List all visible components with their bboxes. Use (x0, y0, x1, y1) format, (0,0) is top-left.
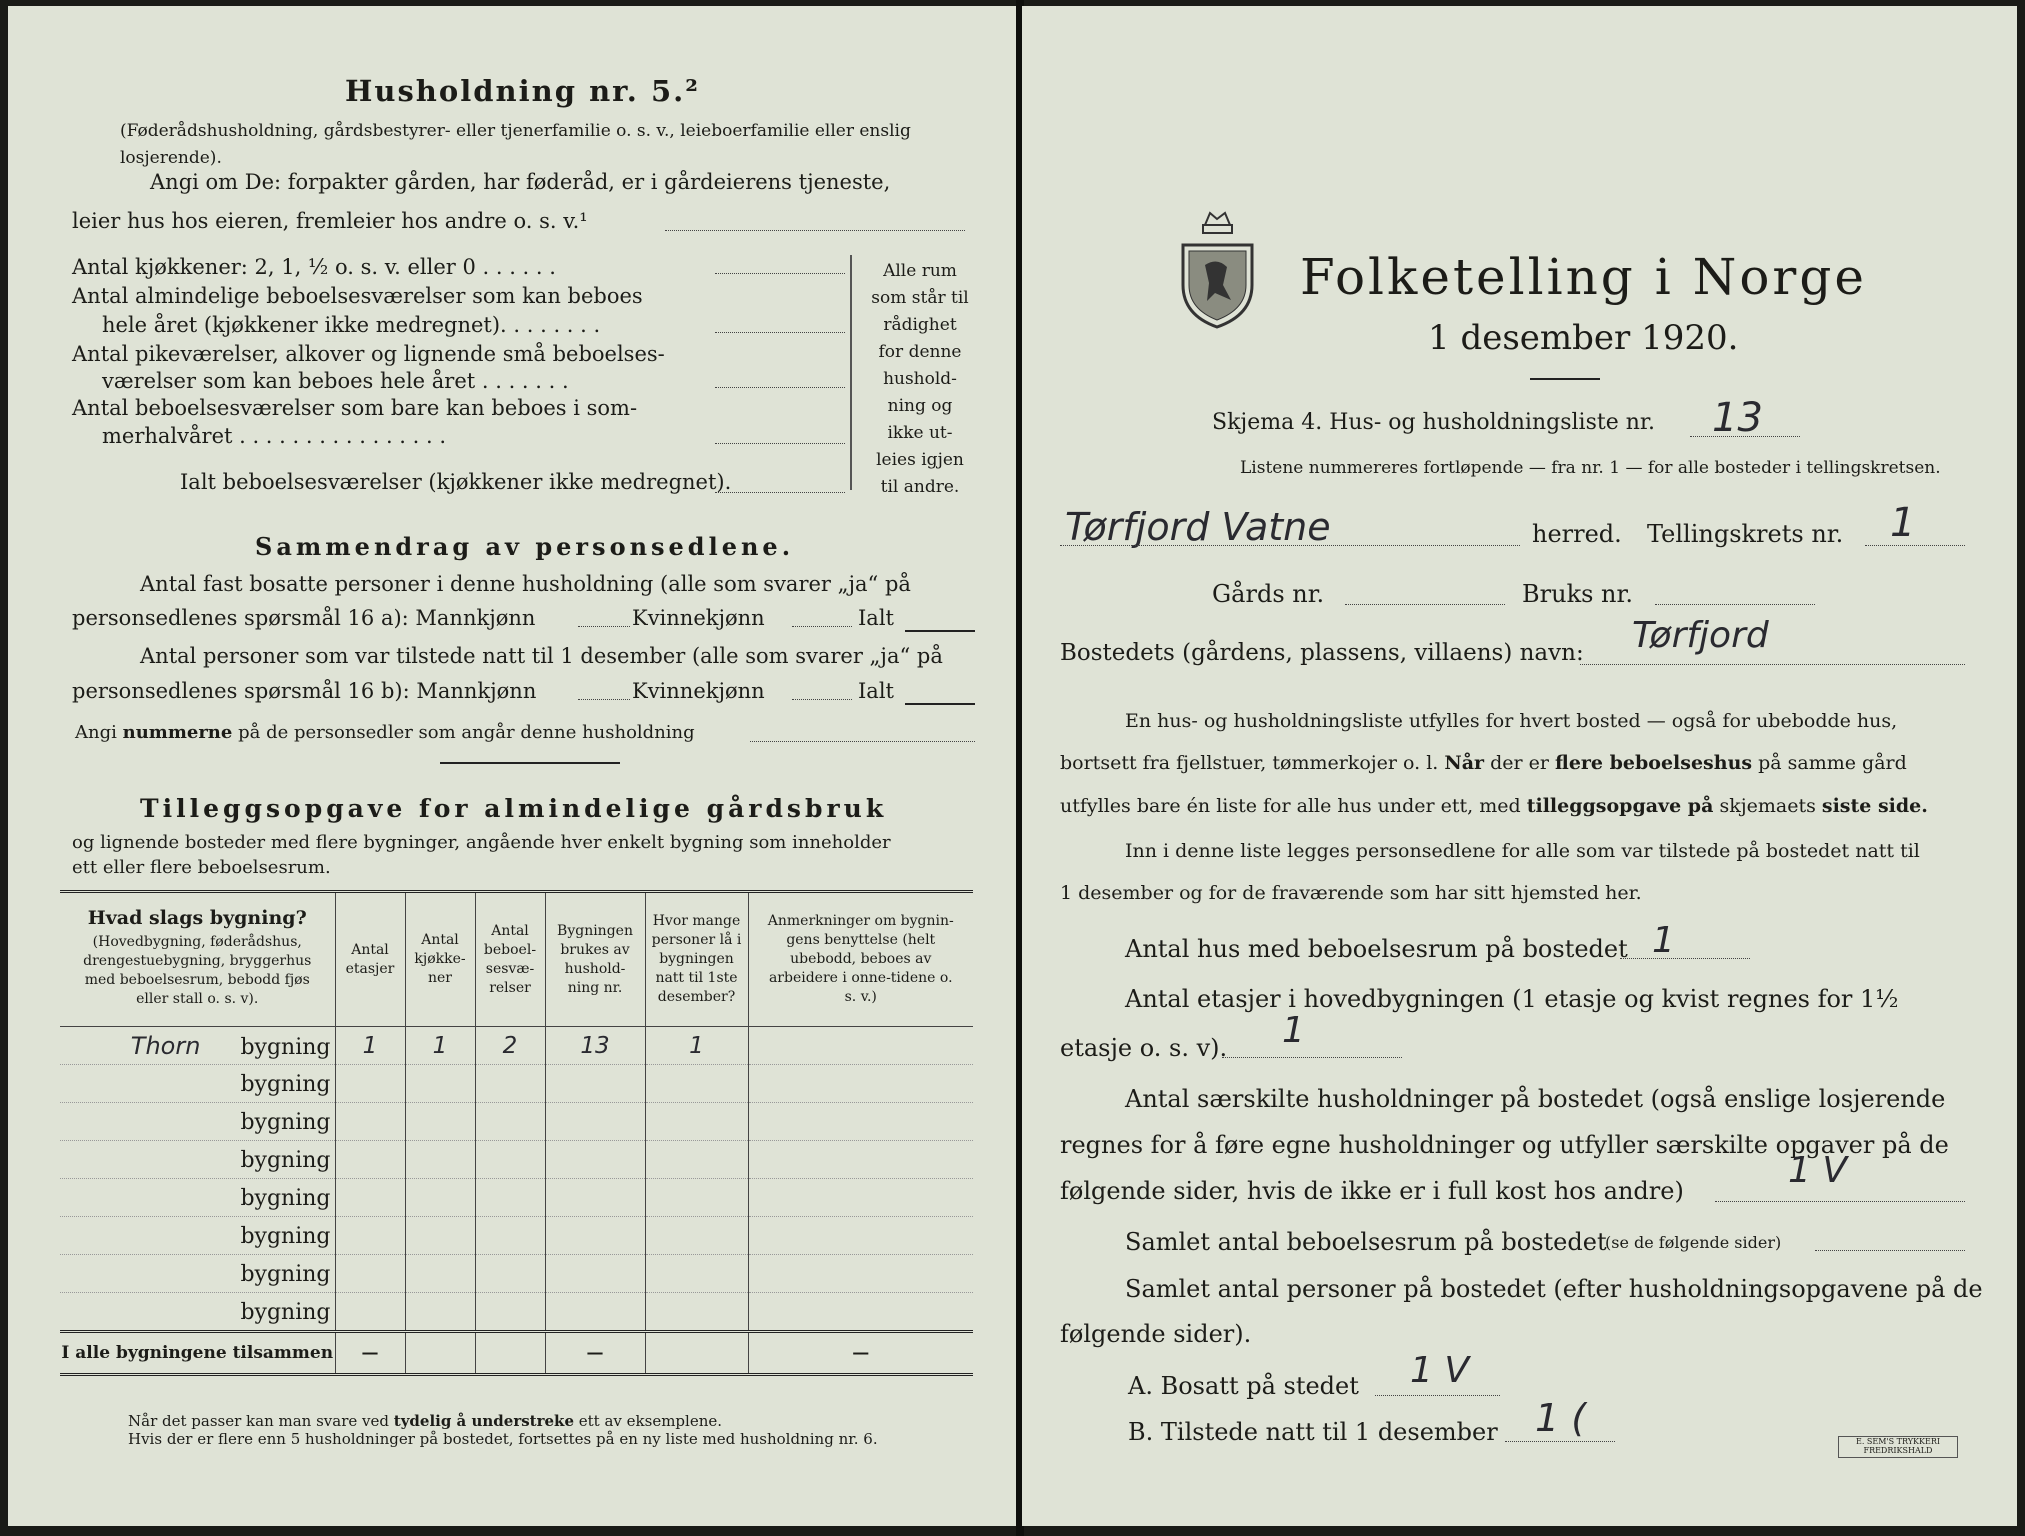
alm-line-2: hele året (kjøkkener ikke medregnet). . . . . . . . (102, 313, 601, 337)
cell (405, 1141, 475, 1179)
cell (405, 1179, 475, 1217)
brace-note-line: ikke ut- (887, 423, 953, 443)
angi-line-1: Angi om De: forpakter gården, har føderåd, er i gårdeierens tjeneste, (150, 170, 891, 194)
cell-husholdning: 13 (545, 1027, 645, 1065)
tellingskrets-number: 1 (1890, 500, 1916, 546)
total-cell: — (335, 1332, 405, 1375)
cell-type (60, 1027, 335, 1065)
footnote-2: Hvis der er flere enn 5 husholdninger på bostedet, fortsettes på en ny liste med husholdning nr. 6. (128, 1430, 878, 1448)
cell (748, 1141, 973, 1179)
cell (335, 1065, 405, 1103)
cell (748, 1179, 973, 1217)
ialt-rooms-fill (715, 492, 845, 493)
info-2-bold-2: flere beboelseshus (1555, 752, 1753, 774)
cell-suffix: bygning (240, 1109, 331, 1135)
sarskilte-fill (1715, 1201, 1965, 1202)
cell-suffix: bygning (240, 1034, 331, 1060)
col-header-kjokkener: Antal kjøkke-ner (405, 892, 475, 1027)
footnote-1 (128, 1412, 722, 1430)
cell (545, 1103, 645, 1141)
col-header-vaerelser: Antal beboel-sesvæ-relser (475, 892, 545, 1027)
cell (335, 1103, 405, 1141)
bosted-label: Bostedets (gårdens, plassens, villaens) navn: (1060, 640, 1584, 666)
nummerne-bold: nummerne (122, 722, 233, 743)
cell-suffix: bygning (240, 1299, 331, 1325)
table-row (60, 1179, 973, 1217)
info-line-1: En hus- og husholdningsliste utfylles for hvert bosted — også for ubebodde hus, (1125, 710, 1898, 732)
col-header-type-sub: (Hovedbygning, føderådshus, drengestuebygning, bryggerhus med beboelsesrum, bebodd fjøs eller stall o. s. v). (83, 933, 312, 1007)
total-cell: — (545, 1332, 645, 1375)
cell (475, 1293, 545, 1332)
cell-etasjer: 1 (335, 1027, 405, 1065)
cell-type (60, 1179, 335, 1217)
cell-type (60, 1255, 335, 1293)
hus-value: 1 (1652, 920, 1675, 961)
info-2-mid: der er (1490, 752, 1549, 774)
bosted-value: Tørfjord (1632, 615, 1769, 656)
samlet-rum-note: (se de følgende sider) (1605, 1233, 1782, 1252)
fast-ialt-fill (905, 630, 975, 632)
cell-personer: 1 (645, 1027, 748, 1065)
brace-note-line: rådighet (883, 315, 957, 335)
buildings-table (60, 890, 973, 1376)
col-header-anmerkninger: Anmerkninger om bygnin-gens benyttelse (helt ubebodd, beboes av arbeidere i onne-tidene o. s. v.) (767, 913, 954, 1005)
info-2-bold-1: Når (1444, 752, 1485, 774)
cell (645, 1255, 748, 1293)
nummerne-fill (750, 741, 975, 742)
cell (475, 1255, 545, 1293)
table-row (60, 1217, 973, 1255)
info-line-4: Inn i denne liste legges personsedlene for alle som var tilstede på bostedet natt til (1125, 840, 1920, 862)
cell (335, 1255, 405, 1293)
cell-type (60, 1217, 335, 1255)
cell-anmerkninger (748, 1027, 973, 1065)
skjema-label: Skjema 4. Hus- og husholdningsliste nr. (1212, 410, 1655, 435)
cell (335, 1217, 405, 1255)
cell (545, 1179, 645, 1217)
total-cell: — (748, 1332, 973, 1375)
pike-fill (715, 387, 845, 388)
info-3-bold-1: tilleggsopgave på (1526, 795, 1714, 817)
cell-type (60, 1065, 335, 1103)
brace-note-line: til andre. (880, 477, 960, 497)
tillegg-title: Tilleggsopgave for almindelige gårdsbruk (140, 794, 888, 823)
cell (545, 1293, 645, 1332)
gards-fill (1345, 604, 1505, 605)
fast-line-2: personsedlenes spørsmål 16 a): Mannkjønn (72, 606, 536, 630)
som-line-1: Antal beboelsesværelser som bare kan beboes i som- (72, 396, 638, 420)
info-3-pre: utfylles bare én liste for alle hus under ett, med (1060, 795, 1521, 817)
alm-line-1: Antal almindelige beboelsesværelser som kan beboes (72, 284, 643, 308)
cell (645, 1065, 748, 1103)
total-row (60, 1332, 973, 1375)
cell-type (60, 1293, 335, 1332)
cell (748, 1217, 973, 1255)
info-3-mid: skjemaets (1719, 795, 1816, 817)
fast-ialt-label: Ialt (858, 606, 894, 630)
title-rule (1530, 378, 1600, 380)
table-row (60, 1065, 973, 1103)
herred-fill (1060, 545, 1520, 546)
sammendrag-title: Sammendrag av personsedlene. (255, 532, 795, 561)
sarskilte-line-1: Antal særskilte husholdninger på bostedet (også enslige losjerende (1125, 1085, 1946, 1113)
tillegg-sub-1: og lignende bosteder med flere bygninger, angående hver enkelt bygning som inneholder (72, 832, 891, 853)
section-rule (440, 762, 620, 764)
cell (405, 1255, 475, 1293)
herred-label: herred. (1532, 520, 1622, 548)
cell (748, 1103, 973, 1141)
footnote-1-post: ett av eksemplene. (578, 1412, 723, 1430)
cell (475, 1103, 545, 1141)
tilstede-ialt-label: Ialt (858, 679, 894, 703)
tilstede-kvinne-fill (792, 699, 852, 700)
brace-note-line: hushold- (883, 369, 957, 389)
cell (405, 1217, 475, 1255)
cell (545, 1255, 645, 1293)
gards-label: Gårds nr. (1212, 580, 1325, 608)
footnote-1-bold: tydelig å understreke (393, 1412, 574, 1430)
skjema-number: 13 (1712, 395, 1763, 441)
kjokkener-fill (715, 273, 845, 274)
samlet-rum-label: Samlet antal beboelsesrum på bostedet (1125, 1228, 1607, 1256)
sarskilte-value: 1 V (1788, 1150, 1847, 1191)
som-line-2: merhalvåret . . . . . . . . . . . . . . . . (102, 424, 447, 448)
table-row (60, 1103, 973, 1141)
cell-type-hw: Thorn (130, 1031, 201, 1060)
cell (405, 1293, 475, 1332)
pike-line-1: Antal pikeværelser, alkover og lignende små beboelses- (72, 342, 665, 366)
cell (645, 1103, 748, 1141)
brace-note-line: som står til (871, 288, 969, 308)
pike-line-2: værelser som kan beboes hele året . . . . . . . (102, 369, 569, 393)
total-cell (405, 1332, 475, 1375)
info-2-post: på samme gård (1758, 752, 1907, 774)
cell (475, 1065, 545, 1103)
bosatt-value: 1 V (1410, 1350, 1469, 1391)
cell-vaerelser: 2 (475, 1027, 545, 1065)
census-date: 1 desember 1920. (1428, 318, 1739, 358)
tillegg-sub-2: ett eller flere beboelsesrum. (72, 857, 331, 878)
nummerne-post: på de personsedler som angår denne husholdning (238, 722, 695, 743)
col-header-type (60, 892, 335, 1027)
cell (748, 1065, 973, 1103)
cell (475, 1179, 545, 1217)
fast-kvinne-label: Kvinnekjønn (632, 606, 765, 630)
cell-suffix: bygning (240, 1071, 331, 1097)
bosatt-fill (1375, 1395, 1500, 1396)
cell (335, 1179, 405, 1217)
tilstede-line-1: Antal personer som var tilstede natt til 1 desember (alle som svarer „ja“ på (140, 644, 943, 668)
cell-type (60, 1141, 335, 1179)
table-row (60, 1141, 973, 1179)
bosatt-label: A. Bosatt på stedet (1128, 1372, 1359, 1400)
household-title: Husholdning nr. 5.² (345, 74, 700, 108)
sarskilte-line-2: regnes for å føre egne husholdninger og utfyller særskilte opgaver på de (1060, 1131, 1949, 1159)
cell (645, 1217, 748, 1255)
samlet-personer-line-1: Samlet antal personer på bostedet (efter husholdningsopgavene på de (1125, 1275, 1983, 1303)
cell (475, 1141, 545, 1179)
info-line-5: 1 desember og for de fraværende som har sitt hjemsted her. (1060, 882, 1642, 904)
tilstede-fill (1505, 1441, 1615, 1442)
cell (335, 1293, 405, 1332)
fast-kvinne-fill (792, 626, 852, 627)
samlet-rum-fill (1815, 1250, 1965, 1251)
total-cell (645, 1332, 748, 1375)
brace-note-line: leies igjen (876, 450, 964, 470)
etasjer-line-2: etasje o. s. v). (1060, 1034, 1228, 1062)
listene-note: Listene nummereres fortløpende — fra nr. 1 — for alle bosteder i tellingskretsen. (1240, 458, 1941, 478)
brace-note (870, 258, 970, 501)
census-title: Folketelling i Norge (1300, 248, 1867, 306)
fast-line-1: Antal fast bosatte personer i denne husholdning (alle som svarer „ja“ på (140, 572, 911, 596)
ialt-rooms-label: Ialt beboelsesværelser (kjøkkener ikke medregnet). (180, 470, 732, 494)
cell (405, 1103, 475, 1141)
brace-note-line: for denne (878, 342, 962, 362)
footnote-1-pre: Når det passer kan man svare ved (128, 1412, 389, 1430)
table-row (60, 1255, 973, 1293)
table-row (60, 1293, 973, 1332)
tilstede-mann-fill (578, 699, 630, 700)
printer-stamp: E. SEM'S TRYKKERI FREDRIKSHALD (1838, 1436, 1958, 1458)
cell-kjokkener: 1 (405, 1027, 475, 1065)
alm-fill (715, 332, 845, 333)
tilstede-ialt-fill (905, 703, 975, 705)
cell (645, 1179, 748, 1217)
coat-of-arms-icon (1175, 205, 1260, 330)
tilstede-label: B. Tilstede natt til 1 desember (1128, 1418, 1498, 1446)
herred-value: Tørfjord Vatne (1065, 505, 1331, 549)
cell (475, 1217, 545, 1255)
total-cell (475, 1332, 545, 1375)
info-line-3 (1060, 795, 1928, 817)
col-header-personer: Hvor mange personer lå i bygningen natt til 1ste desember? (645, 892, 748, 1027)
cell (645, 1293, 748, 1332)
col-header-husholdning: Bygningen brukes av hushold-ning nr. (545, 892, 645, 1027)
hus-label: Antal hus med beboelsesrum på bostedet (1125, 935, 1628, 963)
info-2-pre: bortsett fra fjellstuer, tømmerkojer o. l. (1060, 752, 1439, 774)
bruks-fill (1655, 604, 1815, 605)
cell (545, 1217, 645, 1255)
tilstede-line-2: personsedlenes spørsmål 16 b): Mannkjønn (72, 679, 537, 703)
tilstede-value: 1 ( (1535, 1396, 1587, 1440)
nummerne-line (75, 722, 695, 743)
brace-note-line: ning og (887, 396, 953, 416)
hus-fill (1620, 958, 1750, 959)
cell (335, 1141, 405, 1179)
cell (405, 1065, 475, 1103)
tellingskrets-label: Tellingskrets nr. (1647, 520, 1844, 548)
cell (645, 1141, 748, 1179)
brace (850, 255, 854, 490)
col-header-etasjer: Antal etasjer (335, 892, 405, 1027)
info-line-2 (1060, 752, 1907, 774)
col-header-type-title: Hvad slags bygning? (87, 906, 307, 929)
cell (545, 1141, 645, 1179)
cell (545, 1065, 645, 1103)
fast-mann-fill (578, 626, 630, 627)
bosted-fill (1580, 664, 1965, 665)
kjokkener-label: Antal kjøkkener: 2, 1, ½ o. s. v. eller 0 . . . . . . (72, 255, 556, 279)
cell (748, 1255, 973, 1293)
cell-suffix: bygning (240, 1223, 331, 1249)
nummerne-pre: Angi (75, 722, 117, 743)
etasjer-value: 1 (1282, 1010, 1305, 1051)
etasjer-fill (1222, 1057, 1402, 1058)
table-row (60, 1027, 973, 1065)
angi-line-2: leier hus hos eieren, fremleier hos andre o. s. v.¹ (72, 209, 588, 233)
angi-fill-line (665, 230, 965, 231)
cell-suffix: bygning (240, 1185, 331, 1211)
samlet-personer-line-2: følgende sider). (1060, 1320, 1252, 1348)
cell-type (60, 1103, 335, 1141)
cell (748, 1293, 973, 1332)
cell-suffix: bygning (240, 1147, 331, 1173)
total-label: I alle bygningene tilsammen (60, 1332, 335, 1375)
info-3-bold-2: siste side. (1821, 795, 1928, 817)
som-fill (715, 443, 845, 444)
brace-note-line: Alle rum (883, 261, 957, 281)
household-subtitle: (Føderådshusholdning, gårdsbestyrer- eller tjenerfamilie o. s. v., leieboerfamilie eller enslig losjerende). (120, 121, 911, 168)
bruks-label: Bruks nr. (1522, 580, 1633, 608)
cell-suffix: bygning (240, 1261, 331, 1287)
sarskilte-line-3: følgende sider, hvis de ikke er i full kost hos andre) (1060, 1177, 1684, 1205)
etasjer-line-1: Antal etasjer i hovedbygningen (1 etasje og kvist regnes for 1½ (1125, 985, 1899, 1013)
tilstede-kvinne-label: Kvinnekjønn (632, 679, 765, 703)
